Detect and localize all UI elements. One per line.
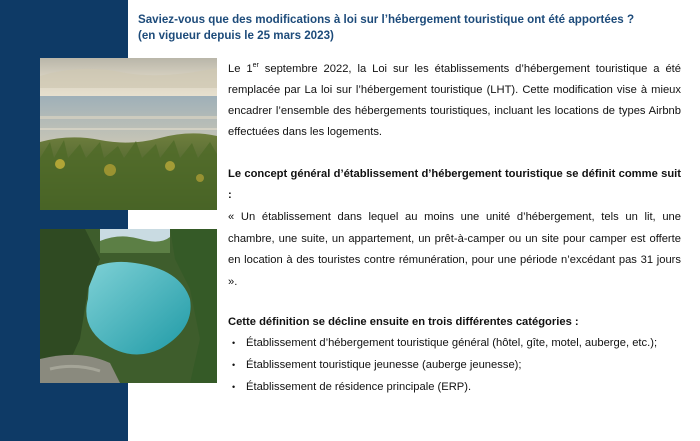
river-gorge-photo bbox=[40, 229, 217, 383]
list-item bbox=[232, 379, 657, 401]
page-title bbox=[138, 12, 688, 44]
lake-shore-photo bbox=[40, 58, 217, 210]
list-item bbox=[232, 357, 657, 379]
intro-before-day: Le 1 bbox=[228, 63, 253, 75]
bullet-icon: • bbox=[232, 382, 236, 392]
intro-day-suffix: er bbox=[252, 62, 259, 69]
list-item bbox=[232, 335, 657, 357]
intro-after-day: septembre 2022, la Loi sur les établissements d’hébergement touristique a été remplacée par La loi sur l’hébergement touristique (LHT). Cette modification vise à mieux encadrer l’ensemble des hébergements touristiques, incluant les locations de types Airbnb effectuées dans les logements. bbox=[228, 63, 681, 138]
list-item-text: Établissement d’hébergement touristique général (hôtel, gîte, motel, auberge, etc.); bbox=[246, 337, 658, 349]
list-item-text: Établissement de résidence principale (ERP). bbox=[246, 381, 472, 393]
concept-heading: Le concept général d’établissement d’hébergement touristique se définit comme suit : bbox=[228, 168, 681, 201]
categories-list bbox=[232, 335, 657, 401]
categories-heading: Cette définition se décline ensuite en trois différentes catégories : bbox=[228, 316, 579, 328]
bullet-icon: • bbox=[232, 360, 236, 370]
title-line-1: Saviez-vous que des modifications à loi sur l’hébergement touristique ont été apportées ? bbox=[138, 13, 635, 26]
list-item-text: Établissement touristique jeunesse (auberge jeunesse); bbox=[246, 359, 522, 371]
concept-definition: « Un établissement dans lequel au moins une unité d’hébergement, tels un lit, une chambre, une suite, un appartement, un prêt-à-camper ou un site pour camper est offerte en location à des touristes contre rémunération, pour une période n’excédant pas 31 jours ». bbox=[228, 211, 681, 288]
intro-paragraph bbox=[228, 59, 681, 143]
bullet-icon: • bbox=[232, 338, 236, 348]
title-line-2: (en vigueur depuis le 25 mars 2023) bbox=[138, 29, 334, 42]
